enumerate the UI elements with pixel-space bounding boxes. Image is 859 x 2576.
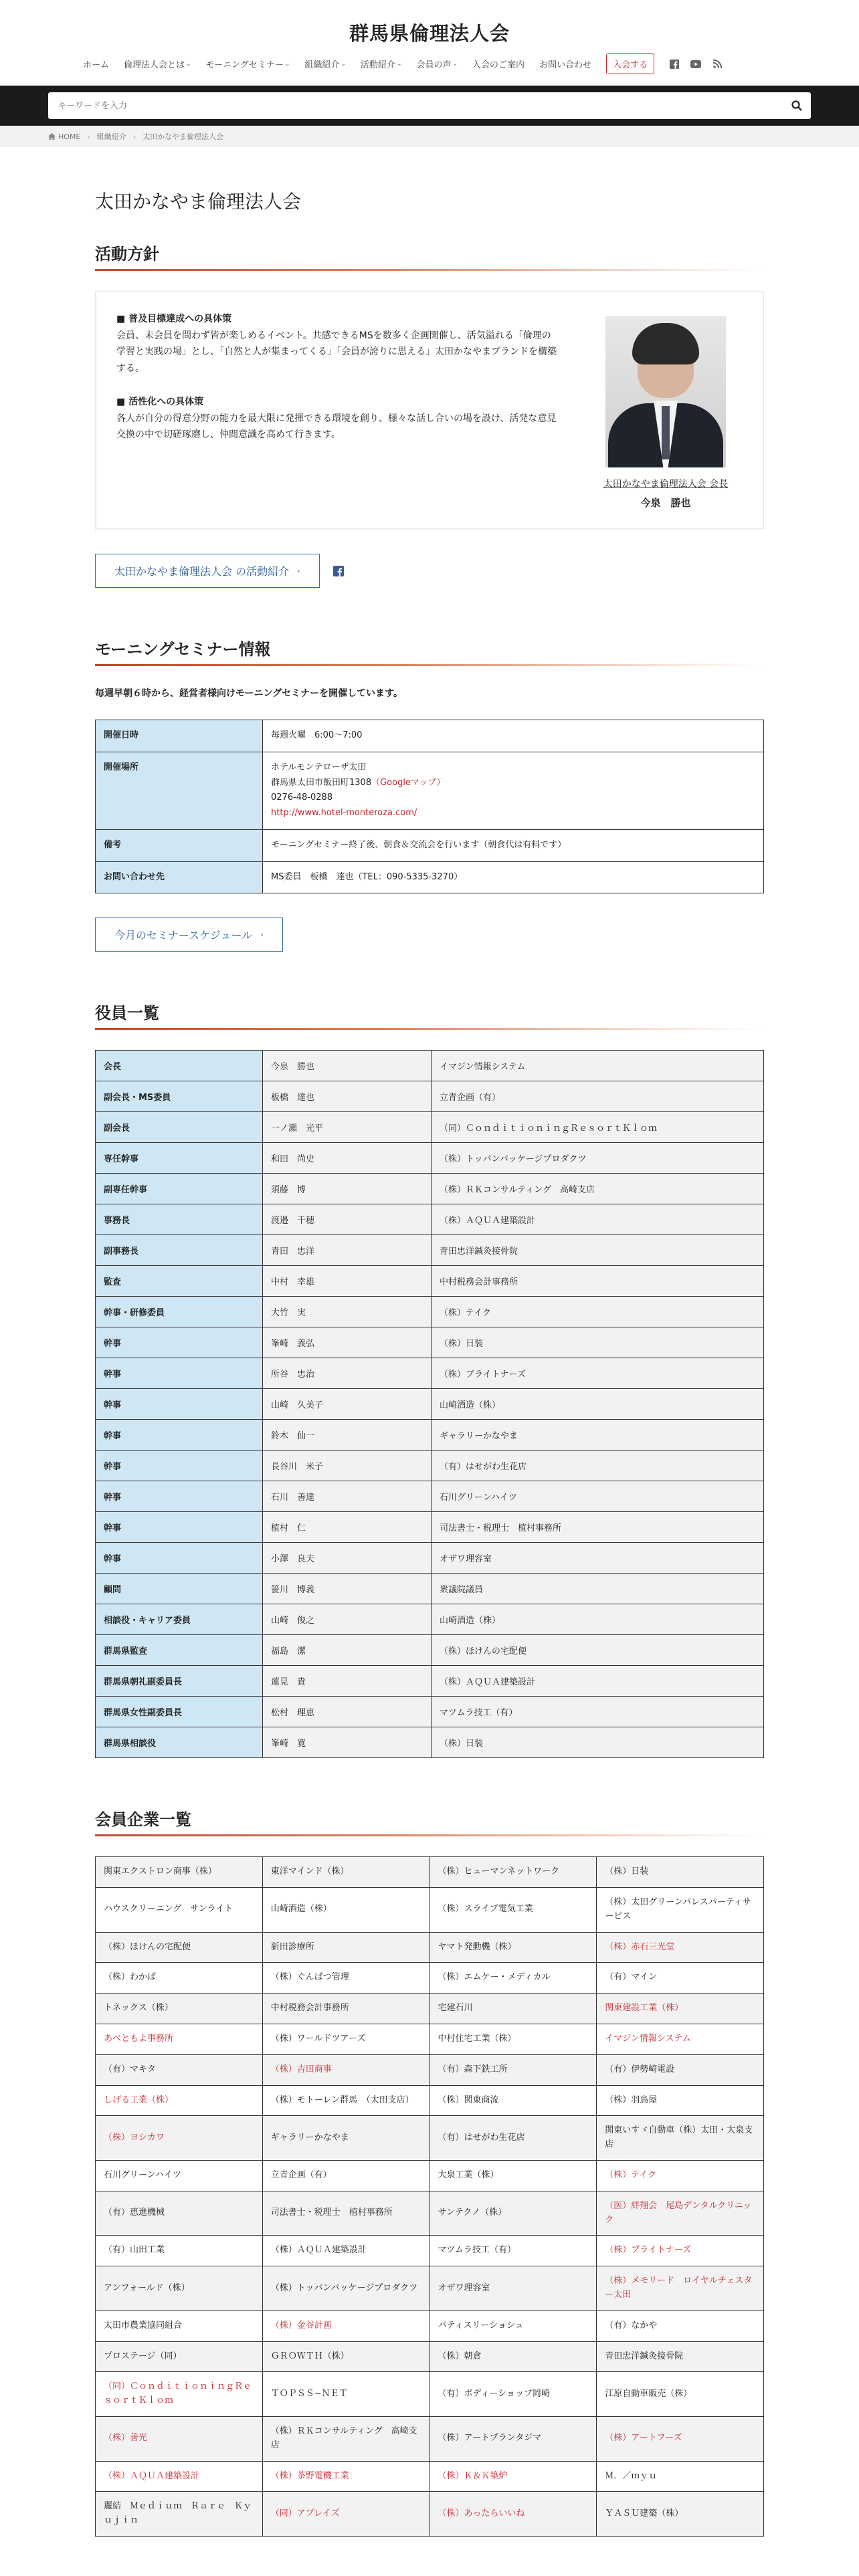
policy-item1-title: ■ 普及目標達成への具体策: [116, 314, 232, 324]
officer-name: 一ノ瀬 光平: [263, 1112, 432, 1143]
table-row: [96, 1389, 764, 1420]
member-company-link[interactable]: （株）ブライトナーズ: [597, 2236, 764, 2266]
member-company: （株）トッパンパッケージプロダクツ: [262, 2266, 430, 2311]
table-row: [96, 1297, 764, 1327]
members-table: [95, 1856, 764, 2537]
hotel-url-link[interactable]: http://www.hotel-monteroza.com/: [271, 808, 417, 818]
member-company-link[interactable]: イマジン情報システム: [597, 2024, 764, 2055]
facebook-icon[interactable]: [669, 59, 680, 70]
officer-name: 山崎 俊之: [263, 1604, 432, 1635]
breadcrumb-separator: ›: [132, 132, 136, 141]
table-row: [96, 1574, 764, 1604]
nav-item-7[interactable]: [539, 58, 591, 70]
main-content: [95, 147, 764, 2537]
member-company: （株）ＲＫコンサルティング 高崎支店: [262, 2416, 430, 2461]
member-company-link[interactable]: （株）Ｋ＆Ｋ築炉: [430, 2461, 597, 2492]
table-row: [96, 1451, 764, 1481]
policy-box: [95, 291, 764, 530]
table-row: [96, 2461, 764, 2492]
officer-role: 幹事: [96, 1358, 263, 1389]
social-links: [669, 59, 733, 70]
member-company-link[interactable]: （株）あったらいいね: [430, 2492, 597, 2537]
activity-button-row: [95, 554, 764, 588]
youtube-icon[interactable]: [690, 59, 701, 70]
nav-item-label: お問い合わせ: [539, 60, 592, 70]
officer-role: 相談役・キャリア委員: [96, 1604, 263, 1635]
officer-name: 松村 理恵: [263, 1697, 432, 1727]
nav-item-label: 入会のご案内: [472, 60, 525, 70]
member-company: アンフォールド（株）: [96, 2266, 263, 2311]
policy-heading: 活動方針: [95, 241, 764, 271]
officer-company: （株）テイク: [432, 1297, 764, 1327]
chevron-right-icon: ›: [260, 930, 264, 940]
table-row: [96, 2341, 764, 2372]
member-company: （有）マイン: [597, 1963, 764, 1994]
officer-name: 中村 幸雄: [263, 1266, 432, 1297]
chevron-down-icon: ⌄: [452, 60, 458, 68]
nav-item-label: モーニングセミナー: [205, 60, 284, 70]
table-row: [96, 1235, 764, 1266]
officer-role: 幹事・研修委員: [96, 1297, 263, 1327]
policy-item2-body: 各人が自分の得意分野の能力を最大限に発揮できる環境を創り、様々な話し合いの場を設け、活発な意見交換の中で切磋琢磨し、仲間意識を高めて行きます。: [116, 413, 557, 440]
officer-role: 事務長: [96, 1204, 263, 1235]
member-company-link[interactable]: あべともよ事務所: [96, 2024, 263, 2055]
table-row: [96, 1932, 764, 1963]
officer-company: （株）ＲＫコンサルティング 高崎支店: [432, 1174, 764, 1204]
officer-name: 石川 善達: [263, 1481, 432, 1512]
site-header: [0, 0, 859, 86]
member-company: ヤマト発動機（株）: [430, 1932, 597, 1963]
officer-company: 石川グリーンハイツ: [432, 1481, 764, 1512]
member-company: トネックス（株）: [96, 1994, 263, 2024]
seminar-place-label: 開催場所: [96, 752, 263, 829]
member-company: （株）ぐんぱつ管理: [262, 1963, 430, 1994]
seminar-date-value: 毎週火曜 6:00～7:00: [263, 720, 764, 752]
table-row: [96, 1081, 764, 1112]
table-row: [96, 2372, 764, 2417]
table-row: [96, 2311, 764, 2341]
member-company: （株）ヒューマンネットワーク: [430, 1857, 597, 1888]
member-company: （有）伊勢崎電設: [597, 2054, 764, 2085]
chevron-right-icon: ›: [297, 566, 300, 575]
facebook-icon[interactable]: [333, 566, 344, 576]
member-company: （株）日装: [597, 1857, 764, 1888]
member-company: （株）エムケー・メディカル: [430, 1963, 597, 1994]
officer-name: 蓮見 貴: [263, 1666, 432, 1697]
table-row: [96, 2236, 764, 2266]
nav-item-label: 会員の声: [416, 60, 452, 70]
member-company: （株）スライブ電気工業: [430, 1888, 597, 1933]
member-company-link[interactable]: （株）メモリード ロイヤルチェスター太田: [597, 2266, 764, 2311]
breadcrumb-home[interactable]: HOME: [48, 132, 80, 141]
member-company: （株）太田グリーンパレスパーティサービス: [597, 1888, 764, 1933]
member-company: （株）朝倉: [430, 2341, 597, 2372]
schedule-button[interactable]: 今月のセミナースケジュール ›: [95, 918, 283, 952]
member-company: （有）森下鉄工所: [430, 2054, 597, 2085]
officer-name: 笹川 博義: [263, 1574, 432, 1604]
officer-role: 副会長・MS委員: [96, 1081, 263, 1112]
member-company: （有）ボディーショップ岡崎: [430, 2372, 597, 2417]
nav-item-0[interactable]: [83, 58, 109, 70]
nav-item-label: 組織紹介: [304, 60, 340, 70]
seminar-note-value: モーニングセミナー終了後、朝食＆交流会を行います（朝食代は有料です）: [263, 829, 764, 861]
officer-role: 群馬県女性副委員長: [96, 1697, 263, 1727]
place-tel: 0276-48-0288: [271, 792, 333, 803]
table-row: [96, 2266, 764, 2311]
member-company-link[interactable]: （株）金谷計画: [262, 2311, 430, 2341]
seminar-heading: モーニングセミナー情報: [95, 636, 764, 666]
officer-company: 衆議院議員: [432, 1574, 764, 1604]
table-row: [96, 829, 764, 861]
president-photo: [605, 316, 726, 467]
table-row: [96, 1358, 764, 1389]
member-company: 東洋マインド（株）: [262, 1857, 430, 1888]
officer-company: 山崎酒造（株）: [432, 1604, 764, 1635]
member-company: 大泉工業（株）: [430, 2161, 597, 2191]
member-company: （株）羽鳥屋: [597, 2085, 764, 2116]
member-company: （有）なかや: [597, 2311, 764, 2341]
table-row: [96, 1512, 764, 1543]
rss-icon[interactable]: [712, 59, 723, 70]
breadcrumb: [0, 126, 859, 147]
global-nav: [83, 53, 733, 74]
table-row: [96, 2492, 764, 2537]
member-company: ギャラリーかなやま: [262, 2116, 430, 2161]
officer-company: （同）ＣｏｎｄｉｔｉｏｎｉｎｇＲｅｓｏｒｔＫｌｏｍ: [432, 1112, 764, 1143]
search-bar: [0, 86, 859, 126]
member-company-link[interactable]: 関東建設工業（株）: [597, 1994, 764, 2024]
table-row: [96, 1888, 764, 1933]
policy-item2-title: ■ 活性化への具体策: [116, 397, 204, 407]
chevron-down-icon: ⌄: [284, 60, 290, 68]
breadcrumb-separator: ›: [87, 132, 90, 141]
chevron-down-icon: ⌄: [341, 60, 346, 68]
nav-item-4[interactable]: [361, 58, 402, 70]
officer-company: （株）ＡＱＵＡ建築設計: [432, 1204, 764, 1235]
officer-name: 所谷 忠治: [263, 1358, 432, 1389]
seminar-place-value: [263, 752, 764, 829]
officer-company: （株）日装: [432, 1727, 764, 1758]
officer-company: （株）日装: [432, 1327, 764, 1358]
table-row: [96, 2416, 764, 2461]
officer-company: （有）はせがわ生花店: [432, 1451, 764, 1481]
seminar-lead: 毎週早朝６時から、経営者様向けモーニングセミナーを開催しています。: [95, 688, 403, 699]
officer-company: 山崎酒造（株）: [432, 1389, 764, 1420]
officer-role: 群馬県監査: [96, 1635, 263, 1666]
officer-name: 福島 潔: [263, 1635, 432, 1666]
nav-item-label: ホーム: [83, 60, 110, 70]
seminar-note-label: 備考: [96, 829, 263, 861]
officer-role: 幹事: [96, 1512, 263, 1543]
member-company: マツムラ技工（有）: [430, 2236, 597, 2266]
member-company-link[interactable]: （株）茶野電機工業: [262, 2461, 430, 2492]
officer-company: （株）ＡＱＵＡ建築設計: [432, 1666, 764, 1697]
nav-item-2[interactable]: [206, 58, 290, 70]
officer-role: 副事務長: [96, 1235, 263, 1266]
member-company: 石川グリーンハイツ: [96, 2161, 263, 2191]
officer-name: 植村 仁: [263, 1512, 432, 1543]
member-company: 江原自動車販売（株）: [597, 2372, 764, 2417]
officer-name: 小澤 良夫: [263, 1543, 432, 1574]
table-row: [96, 1327, 764, 1358]
officers-table: [95, 1050, 764, 1758]
table-row: [96, 1697, 764, 1727]
table-row: [96, 1143, 764, 1174]
officers-heading: 役員一覧: [95, 1000, 764, 1030]
officer-name: 峯崎 義弘: [263, 1327, 432, 1358]
table-row: [96, 2024, 764, 2055]
seminar-table: [95, 720, 764, 893]
member-company-link[interactable]: （株）アートフーズ: [597, 2416, 764, 2461]
member-company: 立青企画（有）: [262, 2161, 430, 2191]
breadcrumb-level1[interactable]: 組織紹介: [96, 132, 126, 141]
search-input[interactable]: [48, 92, 771, 119]
president-org: 太田かなやま倫理法人会 会長: [603, 479, 729, 490]
table-row: [96, 1112, 764, 1143]
table-row: [96, 1266, 764, 1297]
nav-item-label: 倫理法人会とは: [124, 60, 185, 70]
officer-company: マツムラ技工（有）: [432, 1697, 764, 1727]
table-row: [96, 1604, 764, 1635]
table-row: [96, 1051, 764, 1081]
member-company-link[interactable]: （株）善光: [96, 2416, 263, 2461]
chevron-down-icon: ⌄: [396, 60, 402, 68]
officer-company: （株）ブライトナーズ: [432, 1358, 764, 1389]
officer-role: 幹事: [96, 1543, 263, 1574]
member-company: ＹＡＳＵ建築（株）: [597, 2492, 764, 2537]
table-row: [96, 752, 764, 829]
member-company: ＴＯＰＳＳ−ＮＥＴ: [262, 2372, 430, 2417]
schedule-button-row: [95, 918, 764, 952]
search-box: [48, 92, 811, 119]
member-company: パティスリーショシュ: [430, 2311, 597, 2341]
table-row: [96, 2116, 764, 2161]
member-company: ＧＲＯＷＴＨ（株）: [262, 2341, 430, 2372]
officer-role: 幹事: [96, 1420, 263, 1451]
officer-name: 山崎 久美子: [263, 1389, 432, 1420]
officer-role: 副会長: [96, 1112, 263, 1143]
officer-name: 今泉 勝也: [263, 1051, 432, 1081]
officer-name: 鈴木 仙一: [263, 1420, 432, 1451]
officer-company: イマジン情報システム: [432, 1051, 764, 1081]
member-company: （株）ほけんの宅配便: [96, 1932, 263, 1963]
officer-company: （株）ほけんの宅配便: [432, 1635, 764, 1666]
officer-name: 渡邉 千穂: [263, 1204, 432, 1235]
officer-role: 群馬県朝礼副委員長: [96, 1666, 263, 1697]
president-name: 今泉 勝也: [640, 497, 691, 509]
page-title: 太田かなやま倫理法人会: [95, 191, 302, 213]
officer-role: 幹事: [96, 1481, 263, 1512]
officer-company: ギャラリーかなやま: [432, 1420, 764, 1451]
member-company: 司法書士・税理士 植村事務所: [262, 2191, 430, 2236]
officer-name: 峯崎 寛: [263, 1727, 432, 1758]
officer-role: 副専任幹事: [96, 1174, 263, 1204]
member-company: 宅建石川: [430, 1994, 597, 2024]
member-company-link[interactable]: （株）赤石三光堂: [597, 1932, 764, 1963]
officer-name: 長谷川 米子: [263, 1451, 432, 1481]
member-company: プロステージ（同）: [96, 2341, 263, 2372]
member-company-link[interactable]: （株）テイク: [597, 2161, 764, 2191]
member-company: 関東いすゞ自動車（株）太田・大泉支店: [597, 2116, 764, 2161]
seminar-contact-value: MS委員 板橋 達也（TEL：090-5335-3270）: [263, 861, 764, 893]
nav-item-1[interactable]: [124, 58, 191, 70]
nav-item-3[interactable]: [304, 58, 346, 70]
table-row: [96, 1420, 764, 1451]
officer-company: 中村税務会計事務所: [432, 1266, 764, 1297]
member-company: 新田診療所: [262, 1932, 430, 1963]
member-company: （株）わかば: [96, 1963, 263, 1994]
table-row: [96, 1204, 764, 1235]
member-company: （有）マキタ: [96, 2054, 263, 2085]
officer-company: オザワ理容室: [432, 1543, 764, 1574]
table-row: [96, 861, 764, 893]
table-row: [96, 1543, 764, 1574]
member-company: 山崎酒造（株）: [262, 1888, 430, 1933]
table-row: [96, 720, 764, 752]
member-company: 中村税務会計事務所: [262, 1994, 430, 2024]
officer-name: 和田 尚史: [263, 1143, 432, 1174]
table-row: [96, 2161, 764, 2191]
officer-role: 顧問: [96, 1574, 263, 1604]
member-company: ハウスクリーニング サンライト: [96, 1888, 263, 1933]
member-company-link[interactable]: しげる工業（株）: [96, 2085, 263, 2116]
officer-role: 幹事: [96, 1451, 263, 1481]
policy-item1-body: 会員、未会員を問わず皆が楽しめるイベント。共感できるMSを数多く企画開催し、活気溢れる「倫理の学習と実践の場」とし、「自然と人が集まってくる」「会員が誇りに思える」太田かなやまブランドを構築する。: [116, 330, 557, 374]
table-row: [96, 1994, 764, 2024]
table-row: [96, 1666, 764, 1697]
member-company-link[interactable]: （医）絆翔会 尾島デンタルクリニック: [597, 2191, 764, 2236]
breadcrumb-current: 太田かなやま倫理法人会: [142, 132, 224, 141]
officer-name: 大竹 実: [263, 1297, 432, 1327]
officer-company: 司法書士・税理士 植村事務所: [432, 1512, 764, 1543]
officer-role: 会長: [96, 1051, 263, 1081]
member-company-link[interactable]: （同）ＣｏｎｄｉｔｉｏｎｉｎｇＲｅｓｏｒｔＫｌｏｍ: [96, 2372, 263, 2417]
officer-company: （株）トッパンパッケージプロダクツ: [432, 1143, 764, 1174]
members-heading: 会員企業一覧: [95, 1806, 764, 1836]
google-map-link[interactable]: （Googleマップ）: [371, 777, 446, 788]
place-name: ホテルモンテローザ太田: [271, 762, 367, 772]
table-row: [96, 1635, 764, 1666]
officer-company: 立青企画（有）: [432, 1081, 764, 1112]
member-company: 中村住宅工業（株）: [430, 2024, 597, 2055]
member-company: Ｍ．／ｍｙｕ: [597, 2461, 764, 2492]
member-company: （株）モトーレン群馬 （太田支店）: [262, 2085, 430, 2116]
activity-intro-button[interactable]: 太田かなやま倫理法人会 の活動紹介 ›: [95, 554, 320, 588]
site-title[interactable]: 群馬県倫理法人会: [349, 22, 510, 45]
officer-role: 幹事: [96, 1389, 263, 1420]
member-company: （株）ワールドツアーズ: [262, 2024, 430, 2055]
table-row: [96, 1963, 764, 1994]
officer-role: 監査: [96, 1266, 263, 1297]
member-company: オザワ理容室: [430, 2266, 597, 2311]
member-company-link[interactable]: （株）吉田商事: [262, 2054, 430, 2085]
member-company: 麗結 Ｍｅｄｉｕｍ Ｒａｒｅ Ｋｙｕｊｉｎ: [96, 2492, 263, 2537]
home-icon: [48, 133, 56, 140]
place-address: 群馬県太田市飯田町1308: [271, 777, 372, 788]
seminar-contact-label: お問い合わせ先: [96, 861, 263, 893]
table-row: [96, 1174, 764, 1204]
nav-item-label: 活動紹介: [360, 60, 395, 70]
table-row: [96, 2191, 764, 2236]
nav-item-6[interactable]: [472, 58, 524, 70]
join-button[interactable]: 入会する: [606, 53, 654, 74]
table-row: [96, 1857, 764, 1888]
officer-name: 青田 忠洋: [263, 1235, 432, 1266]
member-company-link[interactable]: （同）アプレイズ: [262, 2492, 430, 2537]
member-company: （有）山田工業: [96, 2236, 263, 2266]
seminar-date-label: 開催日時: [96, 720, 263, 752]
member-company: （株）アートプランタジマ: [430, 2416, 597, 2461]
member-company: （有）恵進機械: [96, 2191, 263, 2236]
nav-item-5[interactable]: [416, 58, 458, 70]
member-company: （有）はせがわ生花店: [430, 2116, 597, 2161]
table-row: [96, 2085, 764, 2116]
member-company-link[interactable]: （株）ヨシカワ: [96, 2116, 263, 2161]
table-row: [96, 1481, 764, 1512]
member-company-link[interactable]: （株）ＡＱＵＡ建築設計: [96, 2461, 263, 2492]
member-company: （株）ＡＱＵＡ建築設計: [262, 2236, 430, 2266]
officer-role: 専任幹事: [96, 1143, 263, 1174]
officer-role: 幹事: [96, 1327, 263, 1358]
member-company: （株）関東商流: [430, 2085, 597, 2116]
search-icon[interactable]: [791, 100, 803, 112]
member-company: 太田市農業協同組合: [96, 2311, 263, 2341]
chevron-down-icon: ⌄: [186, 60, 191, 68]
policy-text: [116, 311, 558, 510]
officer-role: 群馬県相談役: [96, 1727, 263, 1758]
member-company: 青田忠洋鍼灸接骨院: [597, 2341, 764, 2372]
table-row: [96, 2054, 764, 2085]
member-company: 関東エクストロン商事（株）: [96, 1857, 263, 1888]
officer-name: 板橋 達也: [263, 1081, 432, 1112]
president-card: [589, 311, 743, 510]
table-row: [96, 1727, 764, 1758]
member-company: サンテクノ（株）: [430, 2191, 597, 2236]
officer-name: 須藤 博: [263, 1174, 432, 1204]
officer-company: 青田忠洋鍼灸接骨院: [432, 1235, 764, 1266]
